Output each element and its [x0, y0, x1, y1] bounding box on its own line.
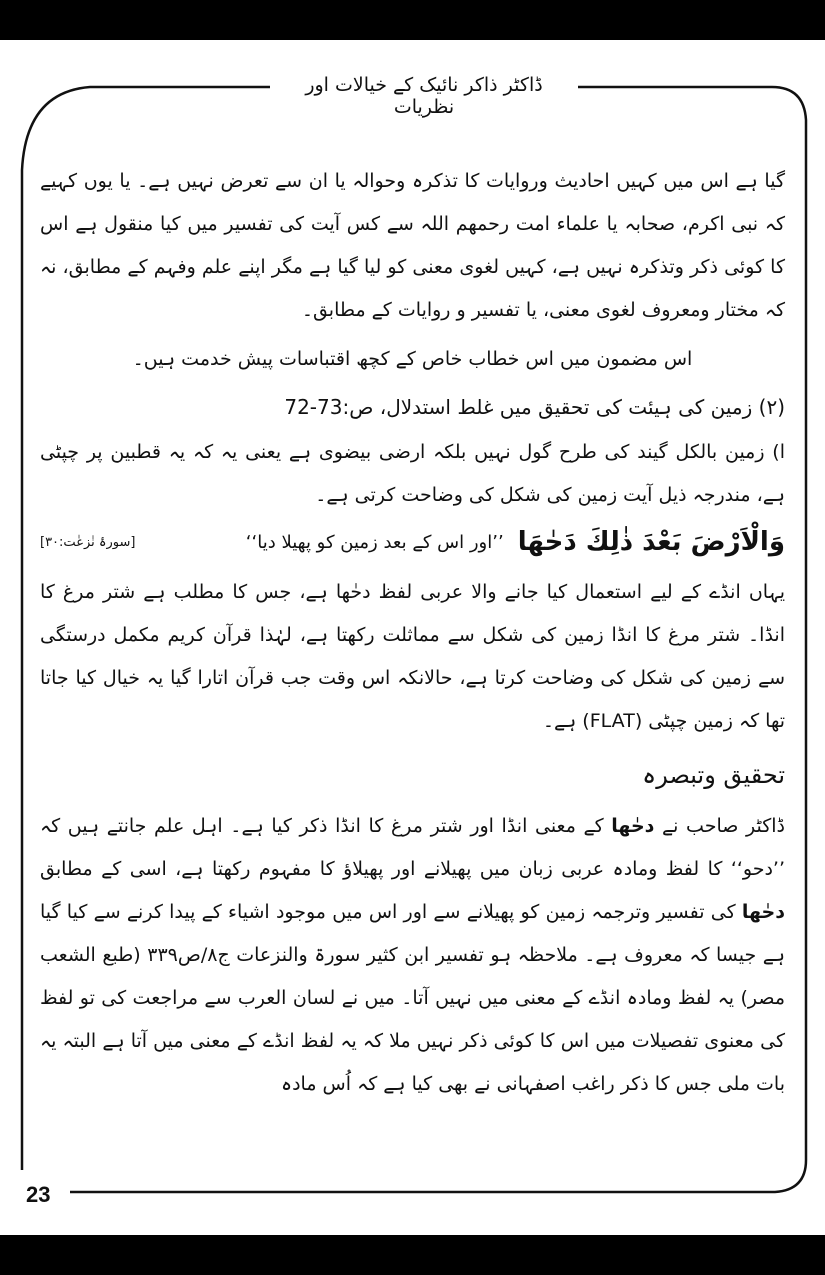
- paragraph-analysis: [40, 805, 785, 1106]
- section-heading-pages: 72-73: [284, 395, 343, 419]
- paragraph-intro: گیا ہے اس میں کہیں احادیث وروایات کا تذکرہ وحوالہ یا ان سے تعرض نہیں ہے۔ یا یوں کہیے کہ نبی اکرم، صحابہ یا علماء امت رحمھم اللہ سے کس آیت کی تفسیر میں کیا منقول ہے اس کا کوئی ذکر وتذکرہ نہیں ہے، کہیں لغوی معنی کو لیا گیا ہے مگر اپنے علم وفہم کے مطابق، نہ کہ مختار ومعروف لغوی معنی، یا تفسیر و روایات کے مطابق۔: [40, 170, 785, 321]
- analysis-text-3: کی تفسیر وترجمہ زمین کو پھیلانے سے اور اس میں موجود اشیاء کے پیدا کرنے سے کیا گیا ہے جیسا کہ معروف ہے۔ ملاحظہ ہو تفسیر ابن کثیر سورۃ والنزعات ج۸/ص۳۳۹ (طبع الشعب مصر) یہ لفظ ومادہ انڈے کے معنی میں نہیں آتا۔ میں نے لسان العرب سے مراجعت کی تو لفظ کی معنوی تفصیلات میں اس کا کوئی ذکر نہیں ملا کہ یہ لفظ انڈے کے معنی میں آتا ہے البتہ یہ بات ملی جس کا ذکر راغب اصفہانی نے بھی کیا ہے کہ اُس مادہ: [40, 901, 786, 1095]
- main-content: [40, 160, 785, 1106]
- verse-arabic: وَالْاَرْضَ بَعْدَ ذٰلِكَ دَحٰھَا: [517, 527, 785, 557]
- page-number: 23: [26, 1182, 51, 1207]
- analysis-keyword-1: دحٰھا: [611, 815, 655, 837]
- document-page: [0, 40, 825, 1235]
- analysis-text-1: ڈاکٹر صاحب نے: [654, 815, 785, 837]
- section-heading: [40, 385, 785, 429]
- paragraph-egg-claim: یہاں انڈے کے لیے استعمال کیا جانے والا عربی لفظ دحٰھا ہے، جس کا مطلب ہے شتر مرغ کا انڈا۔ شتر مرغ کا انڈا زمین کی شکل سے مماثلت رکھتا ہے، لہٰذا قرآن کریم مکمل درستگی سے زمین کی شکل کی وضاحت کرتا ہے، حالانکہ اس وقت جب قرآن اتارا گیا یہ خیال کیا جاتا تھا کہ زمین چپٹی (FLAT) ہے۔: [40, 581, 785, 732]
- section-heading-text: (۲) زمین کی ہیئت کی تحقیق میں غلط استدلال، ص:: [342, 395, 785, 419]
- running-header: ڈاکٹر ذاکر نائیک کے خیالات اور نظریات: [270, 74, 578, 118]
- quran-verse: [40, 517, 785, 567]
- paragraph-earth-shape: ا) زمین بالکل گیند کی طرح گول نہیں بلکہ ارضی بیضوی ہے یعنی یہ کہ یہ قطبین پر چپٹی ہے، مندرجہ ذیل آیت زمین کی شکل کی وضاحت کرتی ہے۔: [40, 441, 785, 506]
- analysis-keyword-2: دحٰھا: [741, 901, 785, 923]
- verse-reference: [سورۂ نٰزعٰت:۳۰]: [40, 534, 136, 550]
- verse-translation: ’’اور اس کے بعد زمین کو پھیلا دیا‘‘: [245, 531, 504, 553]
- tahqiq-heading: تحقیق وتبصرہ: [642, 761, 785, 789]
- analysis-text-2: کے معنی انڈا اور شتر مرغ کا انڈا ذکر کیا ہے۔ اہل علم جانتے ہیں کہ ’’دحو‘‘ کا لفظ ومادہ عربی زبان میں پھیلانے اور پھیلاؤ کا مفہوم رکھتا ہے، اسی کے مطابق: [40, 815, 785, 880]
- paragraph-excerpts-note: اس مضمون میں اس خطاب خاص کے کچھ اقتباسات پیش خدمت ہیں۔: [132, 348, 693, 370]
